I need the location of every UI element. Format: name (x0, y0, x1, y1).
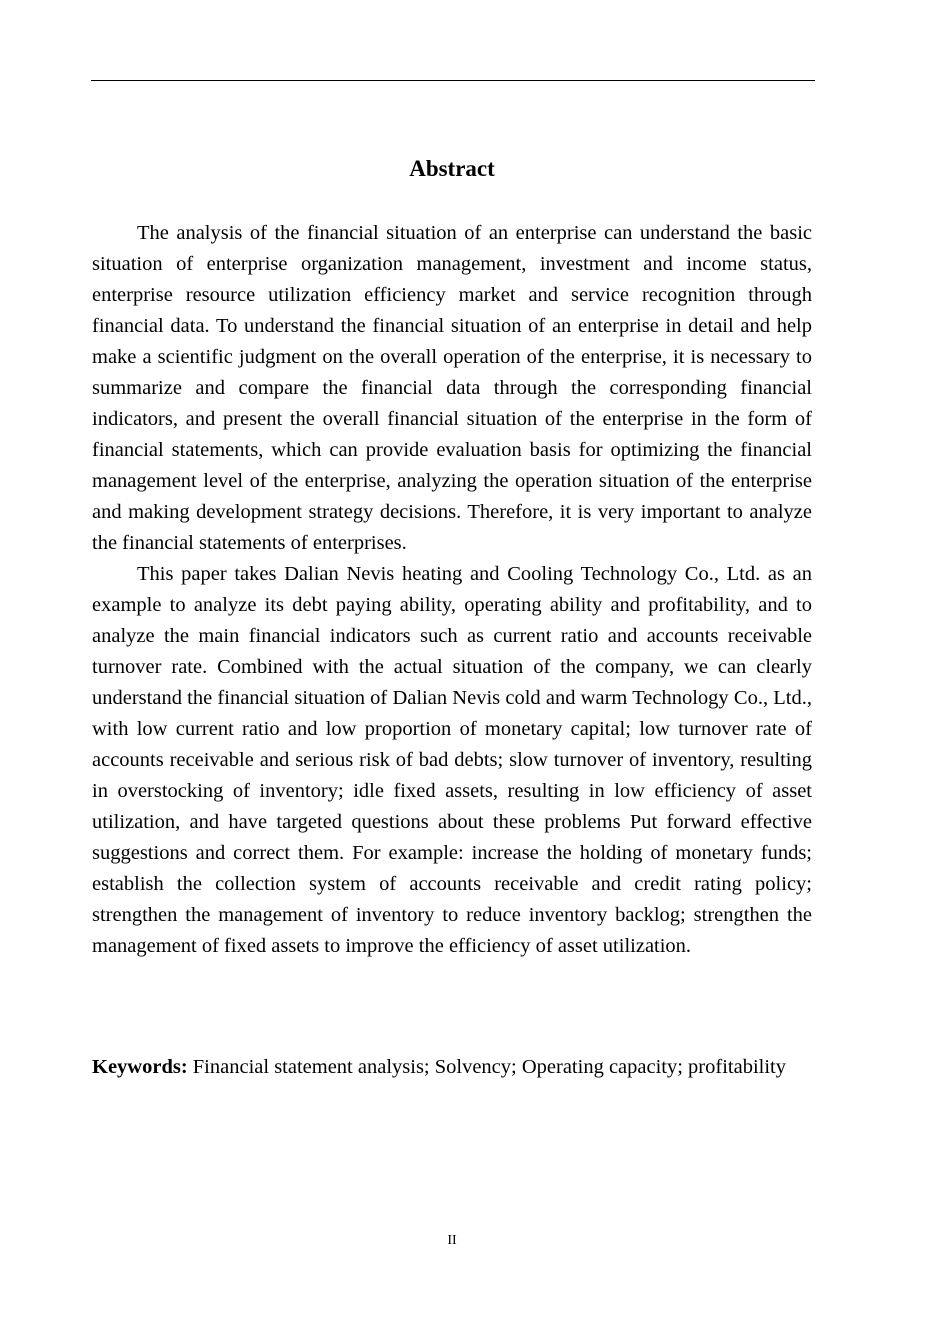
keywords-text: Financial statement analysis; Solvency; Operating capacity; profitability (192, 1056, 786, 1078)
abstract-title: Abstract (409, 156, 495, 181)
page-number: II (447, 1233, 457, 1248)
header-rule (91, 80, 815, 81)
abstract-paragraph-1: The analysis of the financial situation of an enterprise can understand the basic situation of enterprise organization management, investment and income status, enterprise resource utilization efficiency market and service recognition through financial data. To understand the financial situation of an enterprise in detail and help make a scientific judgment on the overall operation of the enterprise, it is necessary to summarize and compare the financial data through the corresponding financial indicators, and present the overall financial situation of the enterprise in the form of financial statements, which can provide evaluation basis for optimizing the financial management level of the enterprise, analyzing the operation situation of the enterprise and making development strategy decisions. Therefore, it is very important to analyze the financial statements of enterprises. (92, 222, 812, 554)
abstract-body (92, 218, 812, 962)
keywords-line (92, 1052, 812, 1083)
abstract-paragraph-2: This paper takes Dalian Nevis heating and Cooling Technology Co., Ltd. as an example to analyze its debt paying ability, operating ability and profitability, and to analyze the main financial indicators such as current ratio and accounts receivable turnover rate. Combined with the actual situation of the company, we can clearly understand the financial situation of Dalian Nevis cold and warm Technology Co., Ltd., with low current ratio and low proportion of monetary capital; low turnover rate of accounts receivable and serious risk of bad debts; slow turnover of inventory, resulting in overstocking of inventory; idle fixed assets, resulting in low efficiency of asset utilization, and have targeted questions about these problems Put forward effective suggestions and correct them. For example: increase the holding of monetary funds; establish the collection system of accounts receivable and credit rating policy; strengthen the management of inventory to reduce inventory backlog; strengthen the management of fixed assets to improve the efficiency of asset utilization. (92, 563, 812, 957)
keywords-label: Keywords: (92, 1056, 188, 1078)
